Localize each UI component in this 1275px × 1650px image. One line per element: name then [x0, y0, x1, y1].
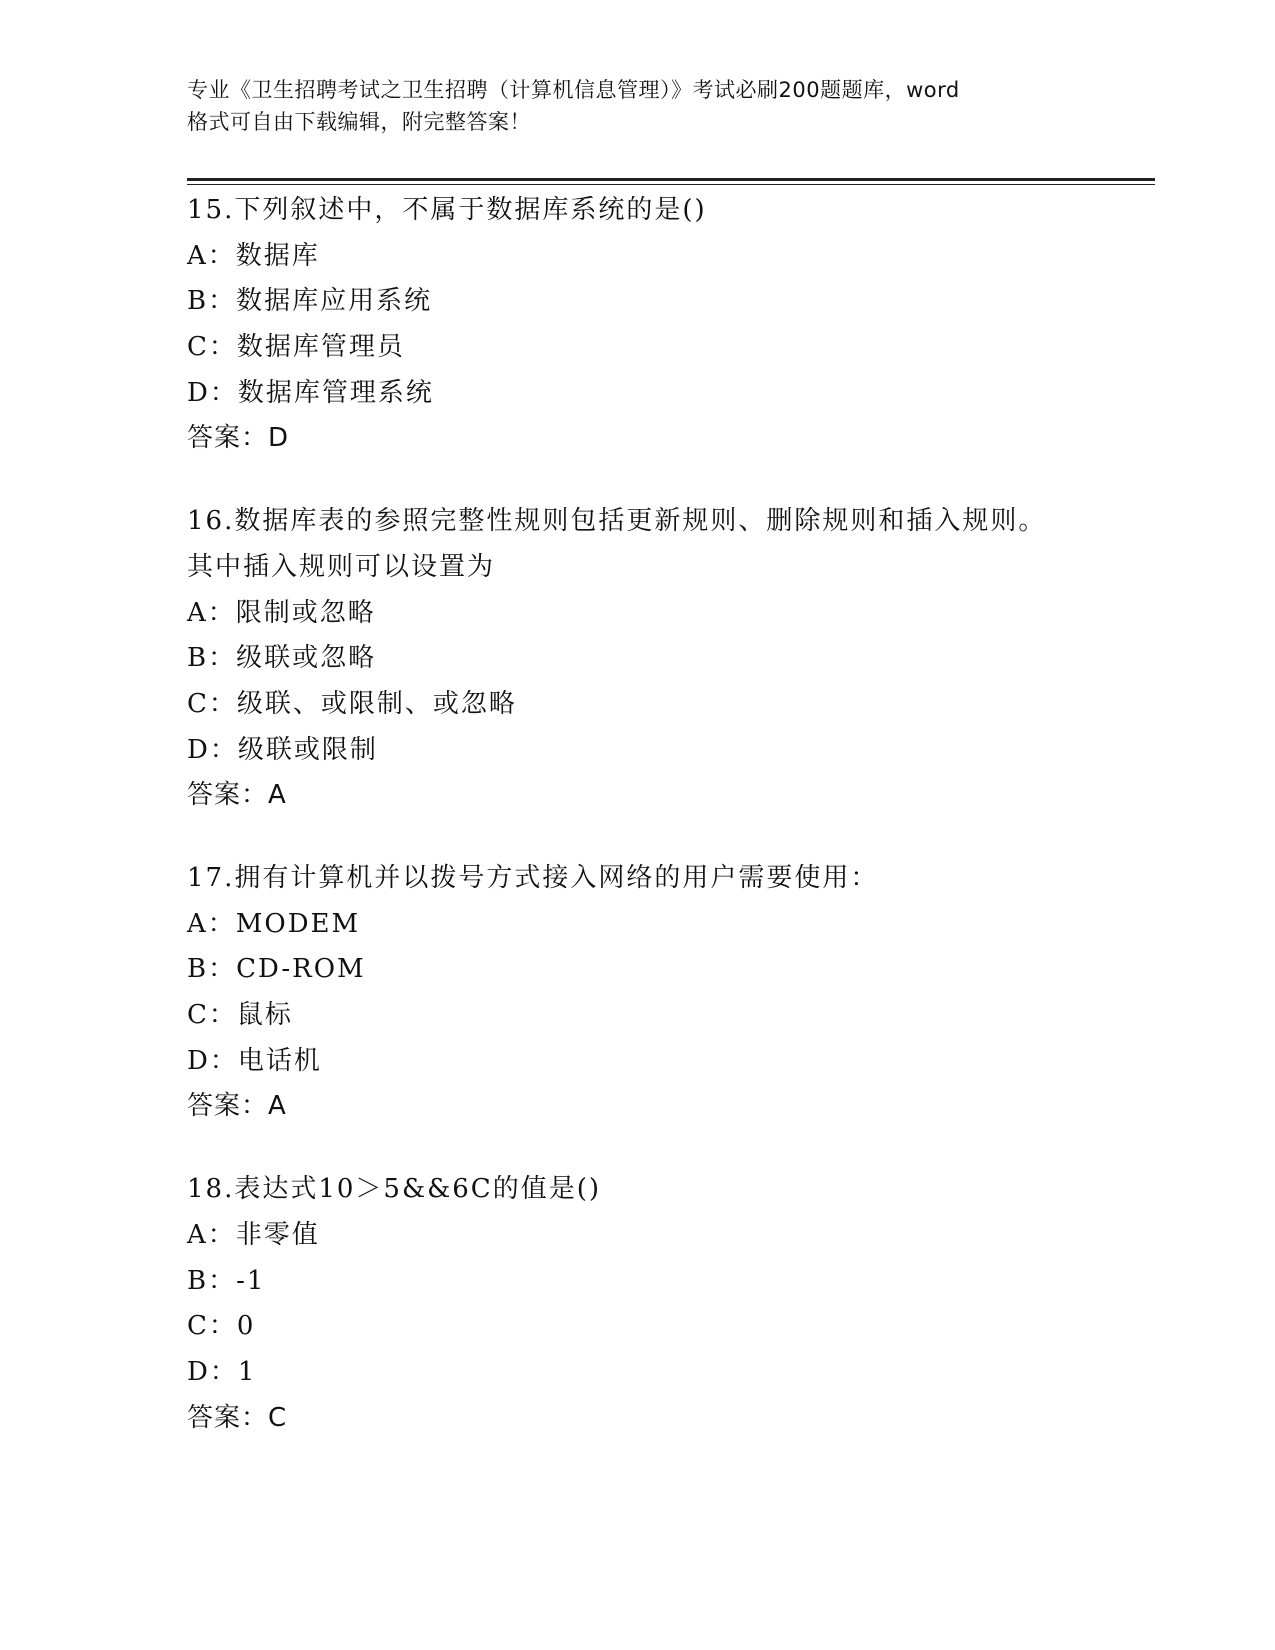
option-c: C：数据库管理员: [187, 332, 405, 363]
option-a: A：数据库: [187, 240, 320, 271]
question-18: [187, 1167, 1107, 1441]
option-c: C：0: [187, 1311, 256, 1342]
question-15: [187, 188, 1107, 462]
option-c: C：级联、或限制、或忽略: [187, 688, 517, 719]
header-line-2: 格式可自由下载编辑，附完整答案！: [187, 110, 531, 134]
option-c: C：鼠标: [187, 1000, 293, 1031]
answer-line: 答案：C: [187, 1402, 288, 1433]
header-divider-thin: [187, 184, 1155, 185]
question-17: [187, 856, 1107, 1130]
option-d: D：电话机: [187, 1045, 322, 1076]
question-stem: 15.下列叙述中，不属于数据库系统的是(): [187, 195, 707, 225]
option-d: D：数据库管理系统: [187, 377, 434, 408]
question-16: [187, 499, 1107, 819]
answer-line: 答案：D: [187, 423, 290, 454]
question-stem: 16.数据库表的参照完整性规则包括更新规则、删除规则和插入规则。: [187, 506, 1047, 537]
option-a: A：限制或忽略: [187, 597, 376, 628]
option-a: A：非零值: [187, 1219, 320, 1250]
option-a: A：MODEM: [187, 908, 361, 939]
option-b: B：数据库应用系统: [187, 286, 433, 317]
header-divider-thick: [187, 178, 1155, 181]
option-d: D：级联或限制: [187, 734, 378, 765]
option-d: D：1: [187, 1356, 257, 1387]
option-b: B：-1: [187, 1265, 266, 1296]
option-b: B：级联或忽略: [187, 643, 377, 674]
header-line-1: 专业《卫生招聘考试之卫生招聘（计算机信息管理）》考试必刷200题题库，word: [187, 78, 960, 102]
question-stem: 17.拥有计算机并以拨号方式接入网络的用户需要使用：: [187, 862, 879, 893]
question-stem-continued: 其中插入规则可以设置为: [187, 551, 496, 582]
question-stem: 18.表达式10＞5&&6C的值是(): [187, 1174, 601, 1205]
answer-line: 答案：A: [187, 1091, 287, 1122]
question-list: [187, 188, 1107, 1478]
document-header: [187, 74, 1087, 138]
answer-line: 答案：A: [187, 780, 287, 811]
option-b: B：CD-ROM: [187, 954, 366, 985]
